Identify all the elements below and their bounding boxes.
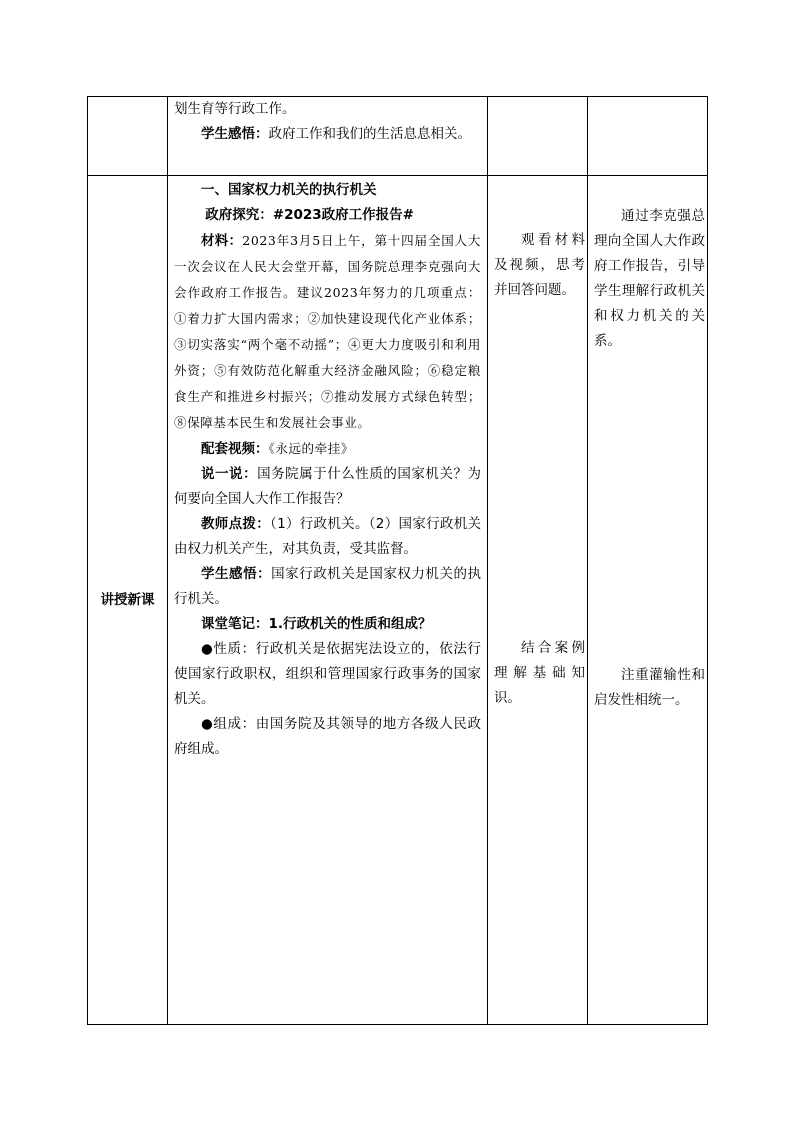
content-text: 划生育等行政工作。 [174,101,296,117]
student-text: 国家行政机关是国家权力机关的执行机关。 [174,566,482,607]
composition-paragraph: ●组成：由国务院及其领导的地方各级人民政府组成。 [174,716,481,757]
nature-paragraph: ●性质：行政机关是依据宪法设立的，依法行使国家行政职权，组织和管理国家行政事务的国家机关。 [174,641,481,707]
student-paragraph [174,562,481,612]
stage-label: 讲授新课 [88,176,168,1025]
video-title: 《永远的牵挂》 [268,441,354,456]
explore-title: #2023政府工作报告# [272,207,414,223]
student-label: 学生感悟： [201,566,272,582]
student-reflection-text: 政府工作和我们的生活息息相关。 [268,126,471,142]
content-cell-prev [168,97,488,176]
stage-cell-empty [88,97,168,176]
discuss-paragraph [174,462,481,512]
teacher-text: （1）行政机关。（2）国家行政机关由权力机关产生，对其负责，受其监督。 [174,516,482,557]
intent-cell-empty [588,97,708,176]
discuss-label: 说一说： [201,466,258,482]
student-reflection [174,122,481,147]
material-label: 材料： [201,233,243,249]
material-text: 2023年3月5日上午，第十四届全国人大一次会议在人民大会堂开幕，国务院总理李克强向大会作政府工作报告。建议2023年努力的几项重点：①着力扩大国内需求；②加快建设现代化产业体系；③切实落实“两个毫不动摇”；④更大力度吸引和利用外资；⑤有效防范化解重大经济金融风险；⑥稳定粮食生产和推进乡村振兴；⑦推动发展方式绿色转型；⑧保障基本民生和发展社会事业。 [174,233,482,430]
notes-label: 课堂笔记： [201,616,269,632]
design-intent-1: 通过李克强总理向全国人大作政府工作报告，引导学生理解行政机关和权力机关的关系。 [594,208,705,349]
activity-cell-empty [488,97,588,176]
material-paragraph [174,228,481,436]
video-line [174,436,481,462]
section-heading: 一、国家权力机关的执行机关 [201,182,377,198]
explore-label: 政府探究： [205,207,273,223]
explore-line [174,203,481,228]
notes-title: 1.行政机关的性质和组成？ [268,616,432,632]
table-row [88,97,708,176]
content-cell-main [168,176,488,1025]
student-reflection-label: 学生感悟： [201,126,269,142]
student-activity-2: 结合案例理解基础知识。 [494,640,585,706]
student-activity-1: 观看材料及视频，思考并回答问题。 [494,232,585,298]
table-row [88,176,708,1025]
activity-cell [488,176,588,1025]
discuss-text: 国务院属于什么性质的国家机关？为何要向全国人大作工作报告？ [174,466,482,507]
video-label: 配套视频： [201,441,269,457]
teacher-paragraph [174,512,481,562]
lesson-plan-table [87,96,708,1025]
intent-cell [588,176,708,1025]
teacher-label: 教师点拨： [201,516,271,532]
notes-line [174,612,481,637]
design-intent-2: 注重灌输性和启发性相统一。 [594,667,705,708]
